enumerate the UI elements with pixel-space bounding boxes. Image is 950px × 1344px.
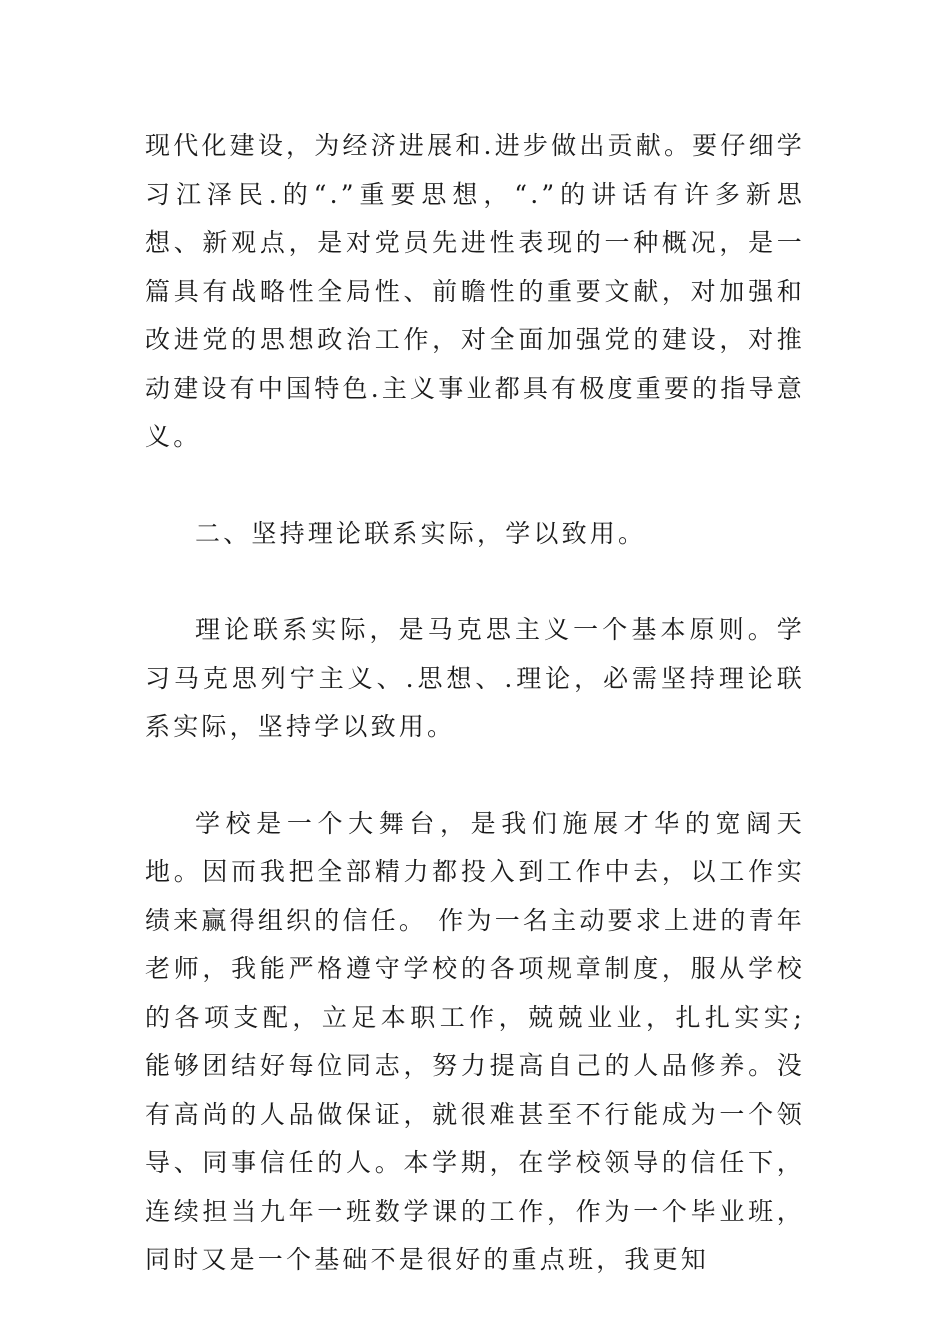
document-body <box>145 122 805 1285</box>
paragraph-theory: 理论联系实际，是马克思主义一个基本原则。学习马克思列宁主义、.思想、.理论，必需坚持理论联系实际，坚持学以致用。 <box>145 615 805 741</box>
paragraph-gap <box>145 752 805 800</box>
section-heading: 二、坚持理论联系实际，学以致用。 <box>195 518 647 548</box>
paragraph-gap <box>145 462 805 510</box>
paragraph-continuation: 现代化建设，为经济进展和.进步做出贡献。要仔细学习江泽民.的“.”重要思想，“.”的讲话有许多新思想、新观点，是对党员先进性表现的一种概况，是一篇具有战略性全局性、前瞻性的重要文献，对加强和改进党的思想政治工作，对全面加强党的建设，对推动建设有中国特色.主义事业都具有极度重要的指导意义。 <box>145 131 805 451</box>
paragraph-gap <box>145 558 805 606</box>
paragraph-school: 学校是一个大舞台，是我们施展才华的宽阔天地。因而我把全部精力都投入到工作中去，以工作实绩来赢得组织的信任。 作为一名主动要求上进的青年老师，我能严格遵守学校的各项规章制度，服从学校的各项支配，立足本职工作，兢兢业业，扎扎实实;能够团结好每位同志，努力提高自己的人品修养。没有高尚的人品做保证，就很难甚至不行能成为一个领导、同事信任的人。本学期，在学校领导的信任下，连续担当九年一班数学课的工作，作为一个毕业班，同时又是一个基础不是很好的重点班，我更知 <box>145 808 805 1274</box>
